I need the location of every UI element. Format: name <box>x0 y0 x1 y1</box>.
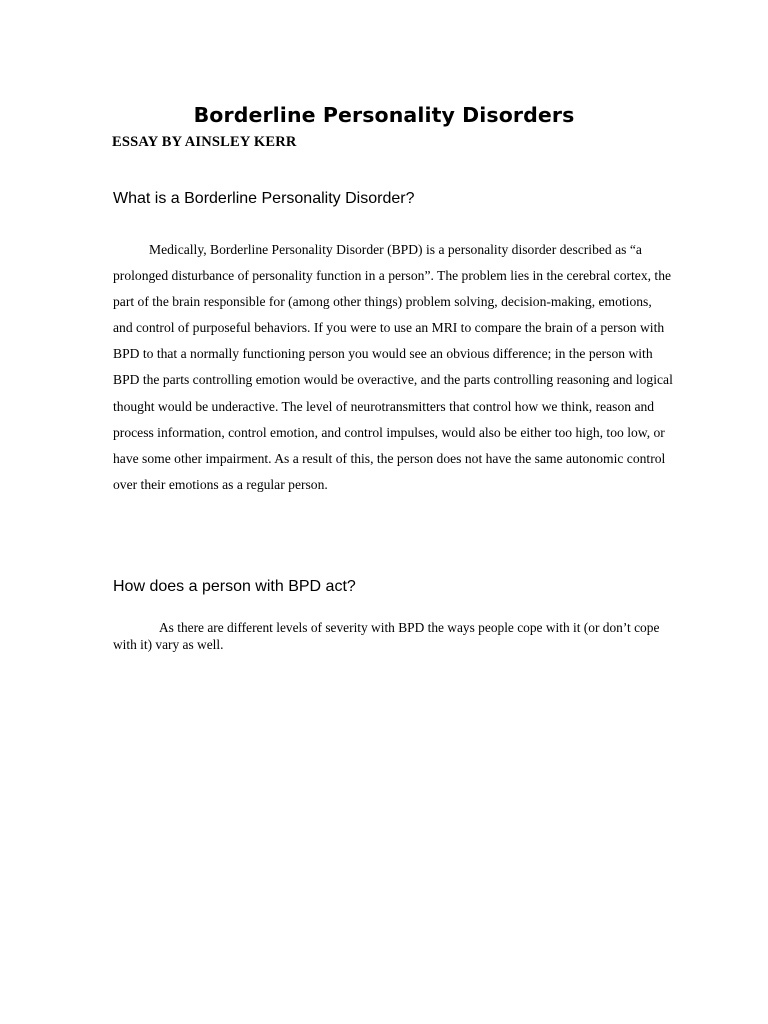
section-heading-how-bpd-act: How does a person with BPD act? <box>113 578 356 595</box>
section-paragraph-how-bpd-act: As there are different levels of severity with BPD the ways people cope with it (or don’t cope with it) vary as well. <box>113 620 660 652</box>
section-heading-what-is-bpd: What is a Borderline Personality Disorder? <box>113 190 415 207</box>
section-paragraph-what-is-bpd: Medically, Borderline Personality Disorder (BPD) is a personality disorder described as “a prolonged disturbance of personality function in a person”. The problem lies in the cerebral cortex, the part of the brain responsible for (among other things) problem solving, decision-making, emotions, and control of purposeful behaviors. If you were to use an MRI to compare the brain of a person with BPD to that a normally functioning person you would see an obvious difference; in the person with BPD the parts controlling emotion would be overactive, and the parts controlling reasoning and logical thought would be underactive. The level of neurotransmitters that control how we think, reason and process information, control emotion, and control impulses, would also be either too high, too low, or have some other impairment. As a result of this, the person does not have the same autonomic control over their emotions as a regular person. <box>113 242 673 492</box>
author-byline: ESSAY BY AINSLEY KERR <box>112 134 297 150</box>
document-title: Borderline Personality Disorders <box>193 103 575 127</box>
